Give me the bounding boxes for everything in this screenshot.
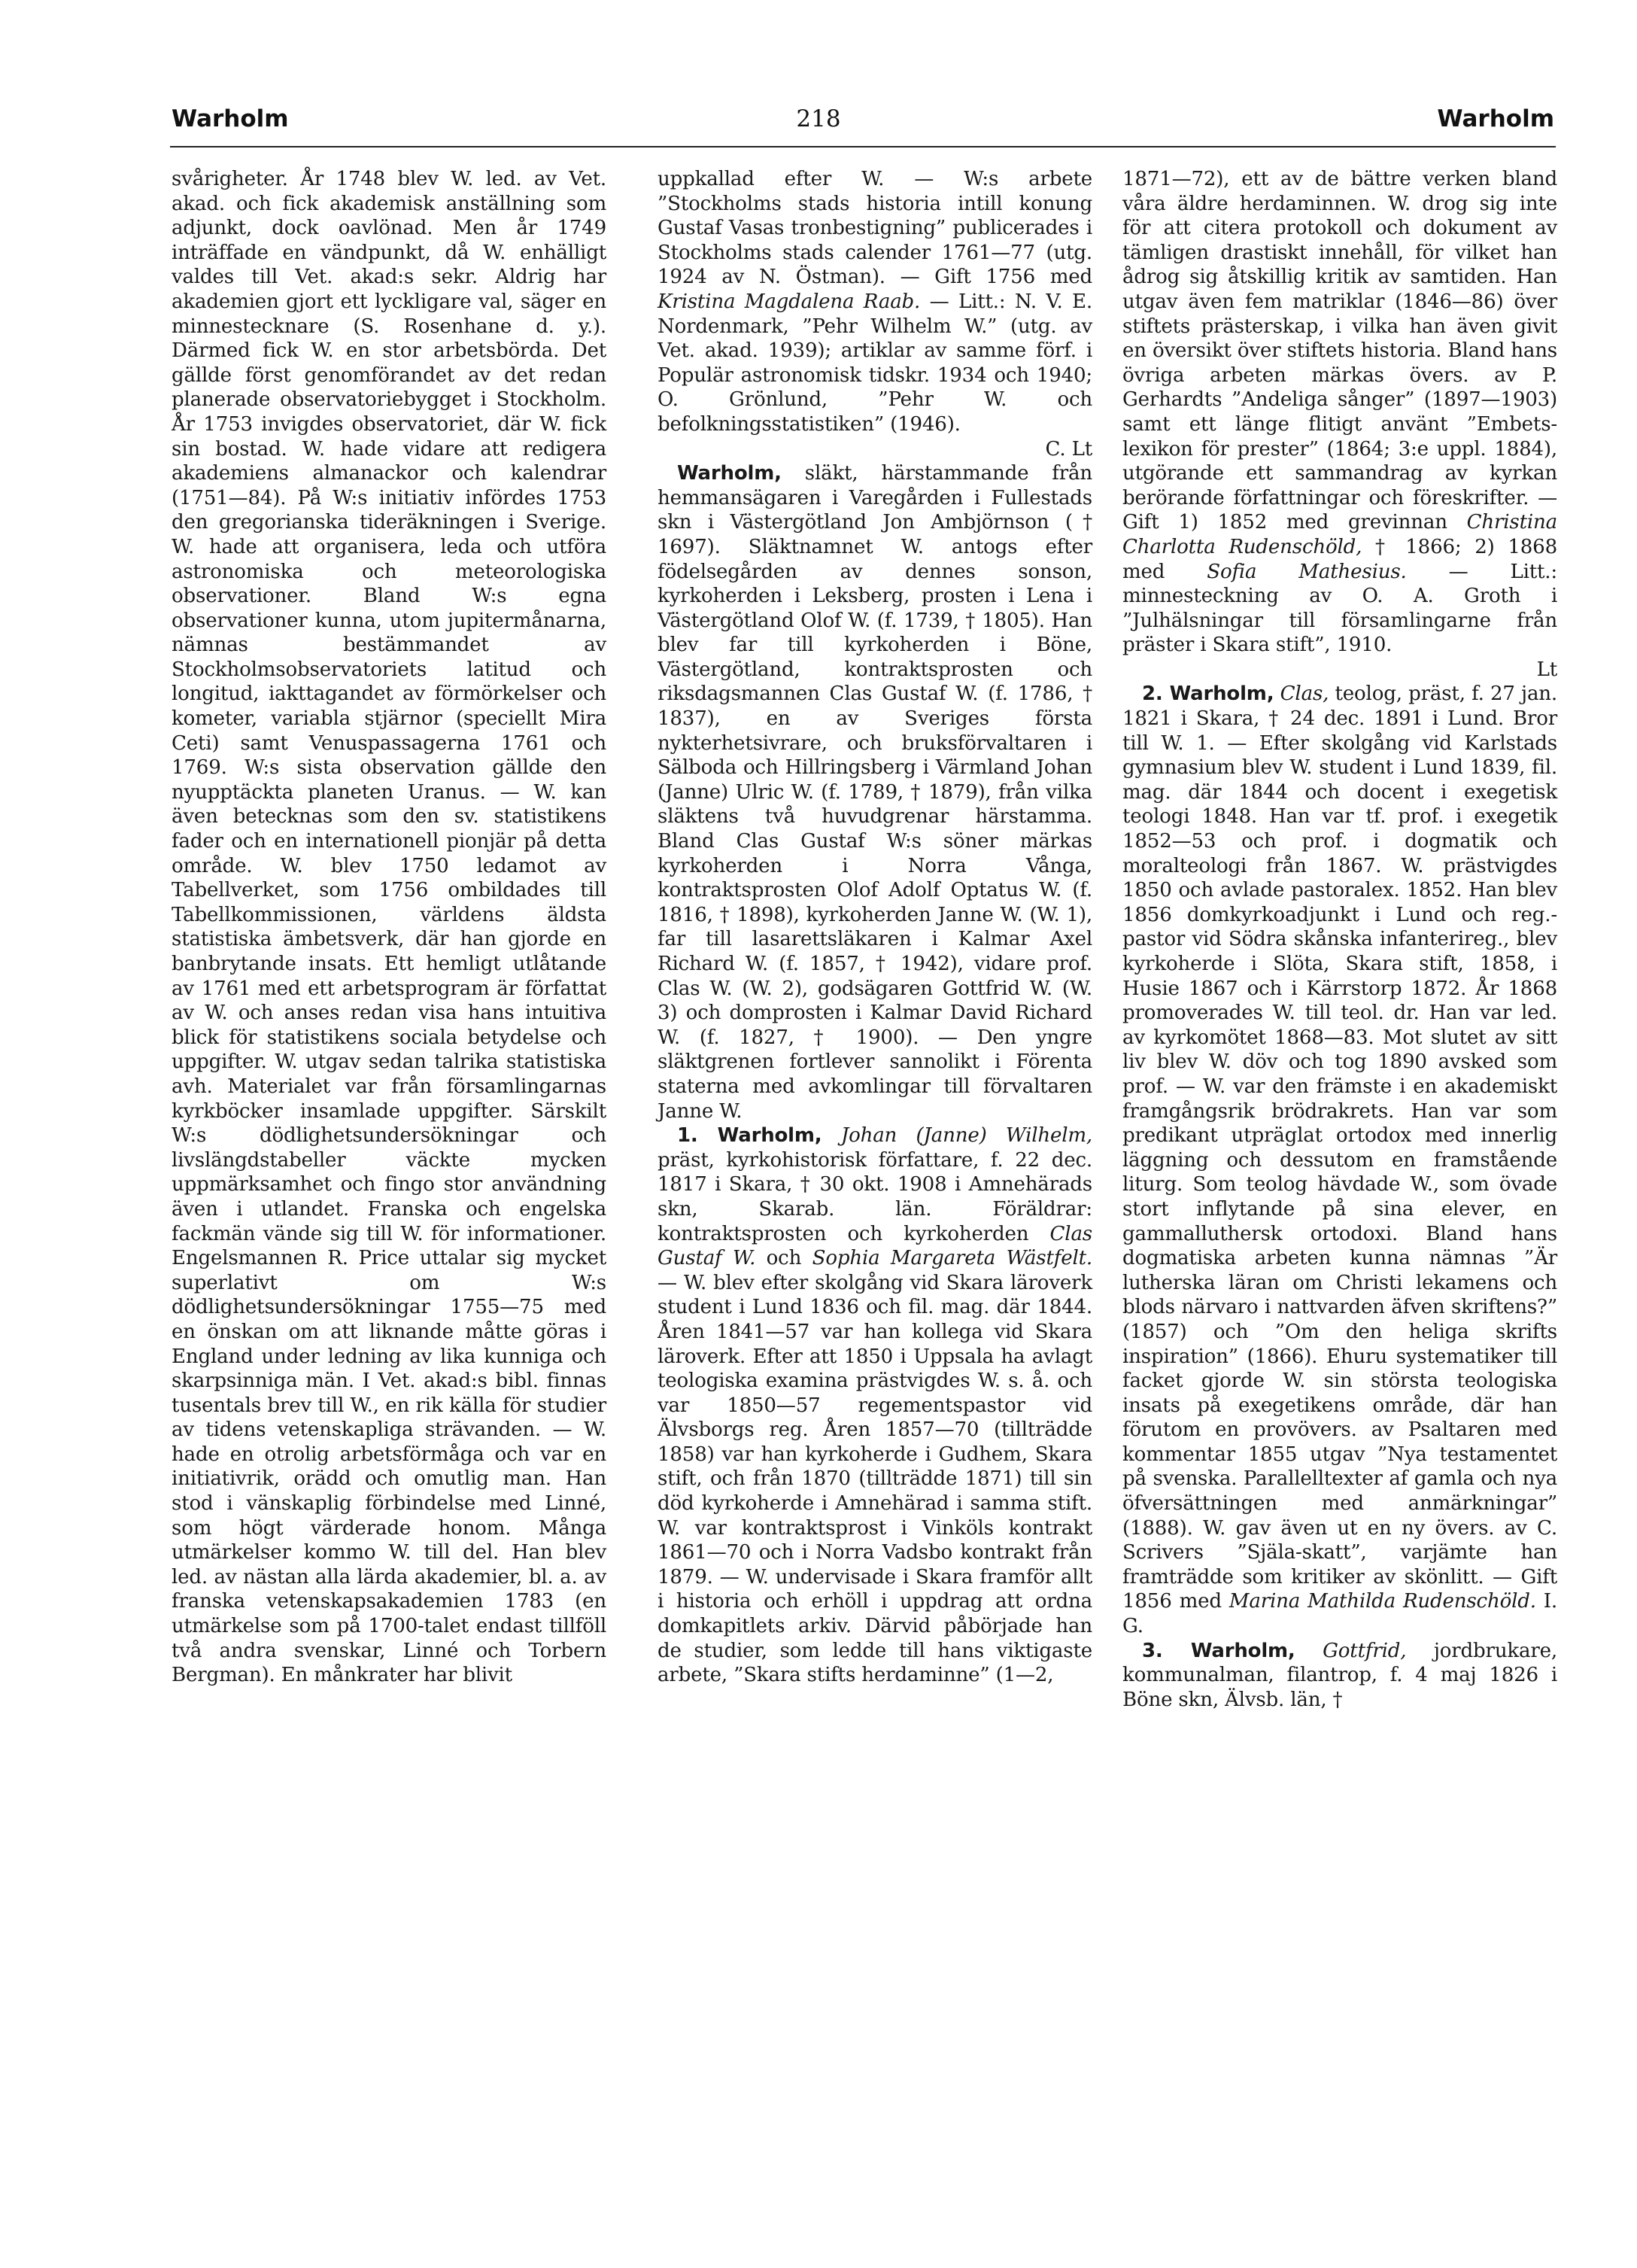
column-1 — [172, 167, 606, 1688]
text: 1871—72), ett av de bättre verken bland våra äldre herdaminnen. W. drog sig inte för att citera protokoll och dokument av tämligen drastiskt innehåll, för vilket han ådrog sig åtskillig kritik av samtiden. Han utgav även fem matriklar (1846—86) över stiftets prästerskap, i vilka han även givit en översikt över stiftets historia. Bland hans övriga arbeten märkas övers. av P. Gerhardts ”Andeliga sånger” (1897—1903) samt ett länge flitigt använt ”Embets-lexikon för prester” (1864; 3:e uppl. 1884), utgörande ett sammandrag av kyrkan berörande författningar och föreskrifter. — Gift 1) 1852 med grevinnan — [1122, 168, 1557, 534]
running-head-left: Warholm — [172, 105, 289, 132]
entry-name: Johan (Janne) Wilhelm, — [822, 1124, 1092, 1148]
author-signature: Lt — [1536, 658, 1557, 681]
father-name: Clas Gustaf W. — [658, 1222, 1092, 1270]
text: — Litt.: minnesteckning av O. A. Groth i ”Julhälsningar till församlingarne från präster i Skara stift”, 1910. — [1122, 560, 1557, 657]
entry-name: Gottfrid, — [1295, 1639, 1407, 1662]
entry-headword: 2. Warholm, — [1142, 683, 1274, 706]
entry-3 — [1122, 1639, 1557, 1713]
page-number: 218 — [796, 105, 841, 132]
entry-name: Clas, — [1274, 683, 1329, 706]
column-3 — [1122, 167, 1557, 1712]
wife-name: Christina Charlotta Rudenschöld, — [1122, 511, 1557, 558]
wife-name: Kristina Magdalena Raab. — [658, 290, 921, 313]
entry-headword: 3. Warholm, — [1142, 1639, 1295, 1662]
text: jordbrukare, kommunalman, filantrop, f. 4 maj 1826 i Böne skn, Älvsb. län, † — [1122, 1639, 1557, 1711]
text: släkt, härstammande från hemmansägaren i Varegården i Fullestads skn i Västergötland Jon Ambjörnson († 1697). Släktnamnet W. antogs efter födelsegården av dennes sonson, kyrkoherden i Leksberg, prosten i Lena i Västergötland Olof W. (f. 1739, † 1805). Han blev far till kyrkoherden i Böne, Västergötland, kontraktsprosten och riksdagsmannen Clas Gustaf W. (f. 1786, † 1837), en av Sveriges första nykterhetsivrare, och bruksförvaltaren i Sälboda och Hillringsberg i Värmland Johan (Janne) Ulric W. (f. 1789, † 1879), från vilka släktens två huvudgrenar härstamma. Bland Clas Gustaf W:s söner märkas kyrkoherden i Norra Vånga, kontraktsprosten Olof Adolf Optatus W. (f. 1816, † 1898), kyrkoherden Janne W. (W. 1), far till lasarettsläkaren i Kalmar Axel Richard W. (f. 1857, † 1942), vidare prof. Clas W. (W. 2), godsägaren Gottfrid W. (W. 3) och domprosten i Kalmar David Richard W. (f. 1827, † 1900). — Den yngre släktgrenen fortlever sannolikt i Förenta staterna med avkomlingar till förvaltaren Janne W. — [658, 462, 1092, 1123]
column-2 — [658, 167, 1092, 1688]
paragraph-observatory: svårigheter. År 1748 blev W. led. av Vet. akad. och fick akademisk anställning som adjunkt, dock oavlönad. Men år 1749 inträffade en vändpunkt, då W. enhälligt valdes till Vet. akad:s sekr. Aldrig har akademien gjort ett lyckligare val, säger en minnestecknare (S. Rosenhane d. y.). Därmed fick W. en stor arbetsbörda. Det gällde först genomförandet av det redan planerade observatoriebygget i Stockholm. År 1753 invigdes observatoriet, där W. fick sin bostad. W. hade vidare att redigera akademiens almanackor och kalendrar (1751—84). På W:s initiativ infördes 1753 den gregorianska tideräkningen i Sverige. W. hade att organisera, leda och utföra astronomiska och meteorologiska observationer. Bland W:s egna observationer kunna, utom jupitermånarna, nämnas bestämmandet av Stockholmsobservatoriets latitud och longitud, iakttagandet av förmörkelser och kometer, variabla stjärnor (speciellt Mira Ceti) samt Venuspassagerna 1761 och 1769. W:s sista observation gällde den nyupptäckta planeten Uranus. — W. kan även betecknas som den sv. statistikens fader och en internationell pionjär på detta område. W. blev 1750 ledamot av Tabellverket, som 1756 ombildades till Tabellkommissionen, världens äldsta statistiska ämbetsverk, där han gjorde en banbrytande insats. Ett hemligt utlåtande av 1761 med ett arbetsprogram är författat av W. och anses redan visa hans intuitiva blick för statistikens sociala betydelse och uppgifter. W. utgav sedan talrika statistiska avh. Materialet var från församlingarnas kyrkböcker insamlade uppgifter. Särskilt W:s dödlighetsundersökningar och livslängdstabeller väckte mycken uppmärksamhet och fingo stor användning även i utlandet. Franska och engelska fackmän vände sig till W. för informationer. Engelsmannen R. Price uttalar sig mycket superlativt om W:s dödlighetsundersökningar 1755—75 med en önskan om att liknande måtte göras i England under ledning av lika kunniga och skarpsinniga män. I Vet. akad:s bibl. finnas tusentals brev till W., en rik källa för studier av tidens vetenskapliga strävanden. — W. hade en otrolig arbetsförmåga och var en initiativrik, orädd och omutlig man. Han stod i vänskaplig förbindelse med Linné, som högt värderade honom. Många utmärkelser kommo W. till del. Han blev led. av nästan alla lärda akademier, bl. a. av franska vetenskapsakademien 1783 (en utmärkelse som på 1700-talet endast tillföll två andra svenskar, Linné och Torbern Bergman). En månkrater har blivit — [172, 168, 606, 1687]
author-signature: I. G. — [1122, 1590, 1557, 1638]
entry-family — [658, 461, 1092, 1123]
header-rule — [170, 146, 1556, 147]
entry-1-continued — [1122, 167, 1557, 682]
mother-name: Sophia Margareta Wästfelt. — [812, 1247, 1092, 1270]
entry-headword: 1. Warholm, — [677, 1124, 822, 1148]
text: uppkallad efter W. — W:s arbete ”Stockholms stads historia intill konung Gustaf Vasas tronbestigning” publicerades i Stockholms stads calender 1761—77 (utg. 1924 av N. Östman). — Gift 1756 med — [658, 168, 1092, 289]
entry-2 — [1122, 682, 1557, 1638]
paragraph-continuation — [658, 167, 1092, 461]
text: — Litt.: N. V. E. Nordenmark, ”Pehr Wilhelm W.” (utg. av Vet. akad. 1939); artiklar av samme förf. i Populär astronomisk tidskr. 1934 och 1940; O. Grönlund, ”Pehr W. och befolkningsstatistiken” (1946). — [658, 290, 1093, 436]
text: teolog, präst, f. 27 jan. 1821 i Skara, † 24 dec. 1891 i Lund. Bror till W. 1. — Efter skolgång vid Karlstads gymnasium blev W. student i Lund 1839, fil. mag. där 1844 och docent i exegetisk teologi 1848. Han var tf. prof. i exegetik 1852—53 och prof. i dogmatik och moralteologi från 1867. W. prästvigdes 1850 och avlade pastoralex. 1852. Han blev 1856 domkyrkoadjunkt i Lund och reg.-pastor vid Södra skånska infanterireg., blev kyrkoherde i Slöta, Skara stift, 1858, i Husie 1867 och i Kärrstorp 1872. År 1868 promoverades W. till teol. dr. Han var led. av kyrkomötet 1868—83. Mot slutet av sitt liv blev W. döv och tog 1890 avsked som prof. — W. var den främste i en akademiskt framgångsrik brödrakrets. Han var som predikant utpräglat ortodox med innerlig läggning och dessutom en framstående liturg. Som teolog hävdade W., som övade stort inflytande på sina elever, en gammalluthersk ortodoxi. Bland hans dogmatiska arbeten kunna nämnas ”Är lutherska läran om Christi lekamens och blods närvaro i nattvarden äfven skriftens?” (1857) och ”Om den heliga skrifts inspiration” (1866). Ehuru systematiker till facket gjorde W. sin största teologiska insats på exegetikens område, där han förutom en provövers. av Psaltaren med kommentar 1855 utgav ”Nya testamentet på svenska. Parallelltexter af gamla och nya öfversättningen med anmärkningar” (1888). W. gav även ut en ny övers. av C. Scrivers ”Själa-skatt”, varjämte han framträdde som kritiker av skönlitt. — Gift 1856 med — [1122, 683, 1558, 1613]
text: präst, kyrkohistorisk författare, f. 22 dec. 1817 i Skara, † 30 okt. 1908 i Amnehärads skn, Skarab. län. Föräldrar: kontraktsprosten och kyrkoherden — [658, 1148, 1092, 1245]
entry-1 — [658, 1123, 1092, 1688]
text: — W. blev efter skolgång vid Skara läroverk student i Lund 1836 och fil. mag. där 1844. Åren 1841—57 var han kollega vid Skara läroverk. Efter att 1850 i Uppsala ha avlagt teologiska examina prästvigdes W. s. å. och var 1850—57 regementspastor vid Älvsborgs reg. Åren 1857—70 (tillträdde 1858) var han kyrkoherde i Gudhem, Skara stift, och från 1870 (tillträdde 1871) till sin död kyrkoherde i Amnehärad i samma stift. W. var kontraktsprost i Vinköls kontrakt 1861—70 och i Norra Vadsbo kontrakt från 1879. — W. undervisade i Skara framför allt i historia och erhöll i uppdrag att ordna domkapitlets arkiv. Därvid påbörjade han de studier, som ledde till hans viktigaste arbete, ”Skara stifts herdaminne” (1—2, — [658, 1271, 1092, 1687]
text: † 1866; 2) 1868 med — [1122, 535, 1557, 583]
running-head-right: Warholm — [1437, 105, 1554, 132]
entry-headword: Warholm, — [677, 462, 782, 485]
wife-name: Marina Mathilda Rudenschöld. — [1229, 1590, 1536, 1613]
wife-name: Sofia Mathesius. — [1207, 560, 1407, 583]
author-signature: C. Lt — [1045, 437, 1092, 461]
text: och — [755, 1247, 812, 1270]
